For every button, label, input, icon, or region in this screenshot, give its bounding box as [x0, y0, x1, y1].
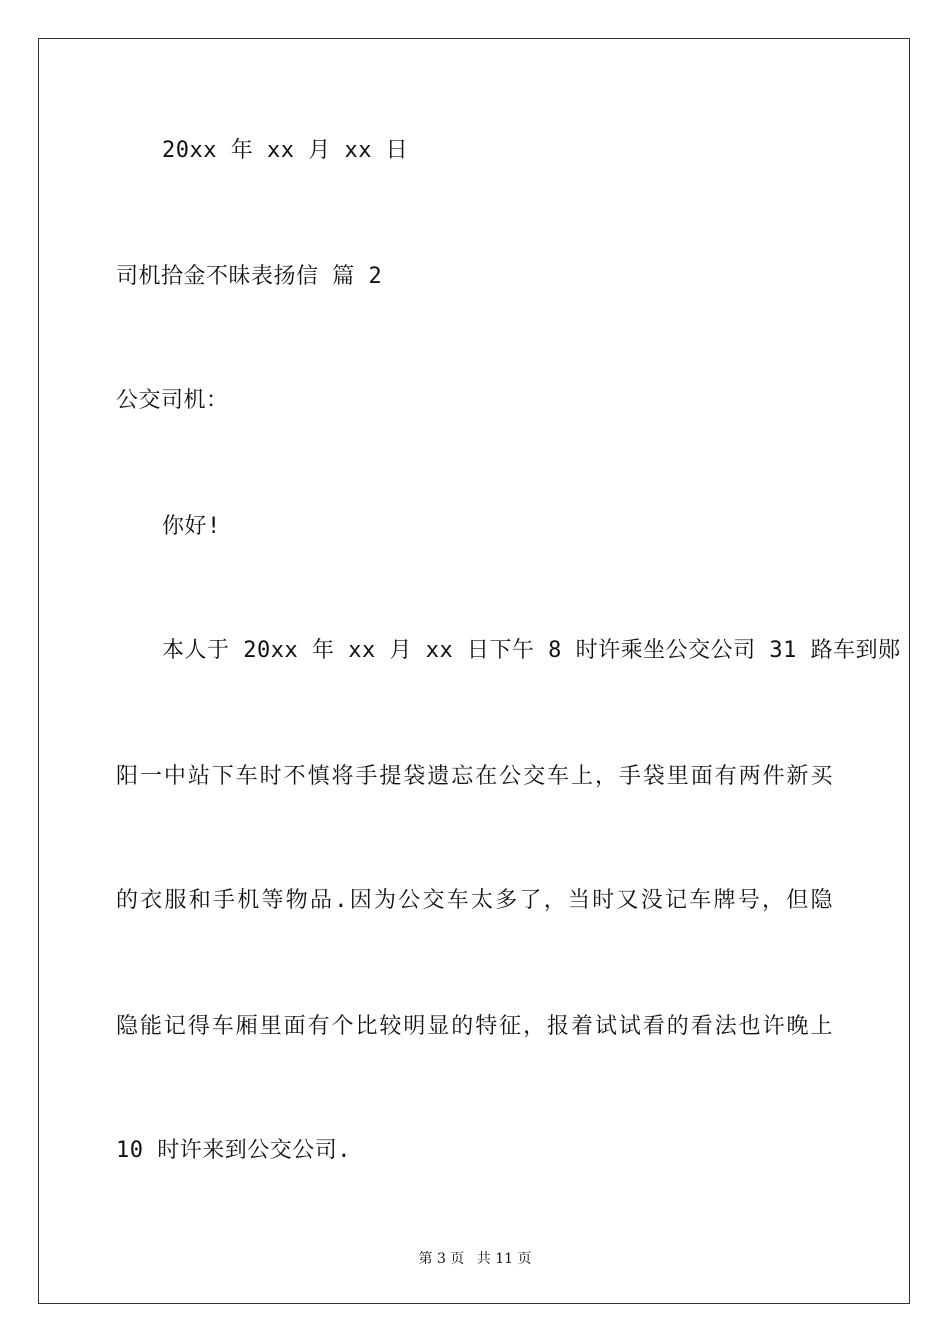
page-number: 第 3 页 — [418, 1251, 465, 1267]
section-title: 司机拾金不昧表扬信 篇 2 — [116, 264, 383, 289]
body-line-4: 隐能记得车厢里面有个比较明显的特征，报着试试看的看法也许晚上 — [116, 1014, 833, 1039]
body-line-1: 本人于 20xx 年 xx 月 xx 日下午 8 时许乘坐公交公司 31 路车到郧 — [162, 638, 901, 663]
body-line-3: 的衣服和手机等物品.因为公交车太多了，当时又没记车牌号，但隐 — [116, 888, 833, 913]
body-line-2: 阳一中站下车时不慎将手提袋遗忘在公交车上，手袋里面有两件新买 — [116, 764, 833, 789]
date-line: 20xx 年 xx 月 xx 日 — [162, 138, 409, 163]
page-footer — [0, 1248, 950, 1268]
body-line-5: 10 时许来到公交公司. — [116, 1138, 351, 1163]
salutation: 公交司机： — [116, 388, 229, 413]
page-border — [38, 38, 910, 1304]
page-total: 共 11 页 — [476, 1251, 532, 1267]
greeting: 你好! — [162, 514, 221, 539]
